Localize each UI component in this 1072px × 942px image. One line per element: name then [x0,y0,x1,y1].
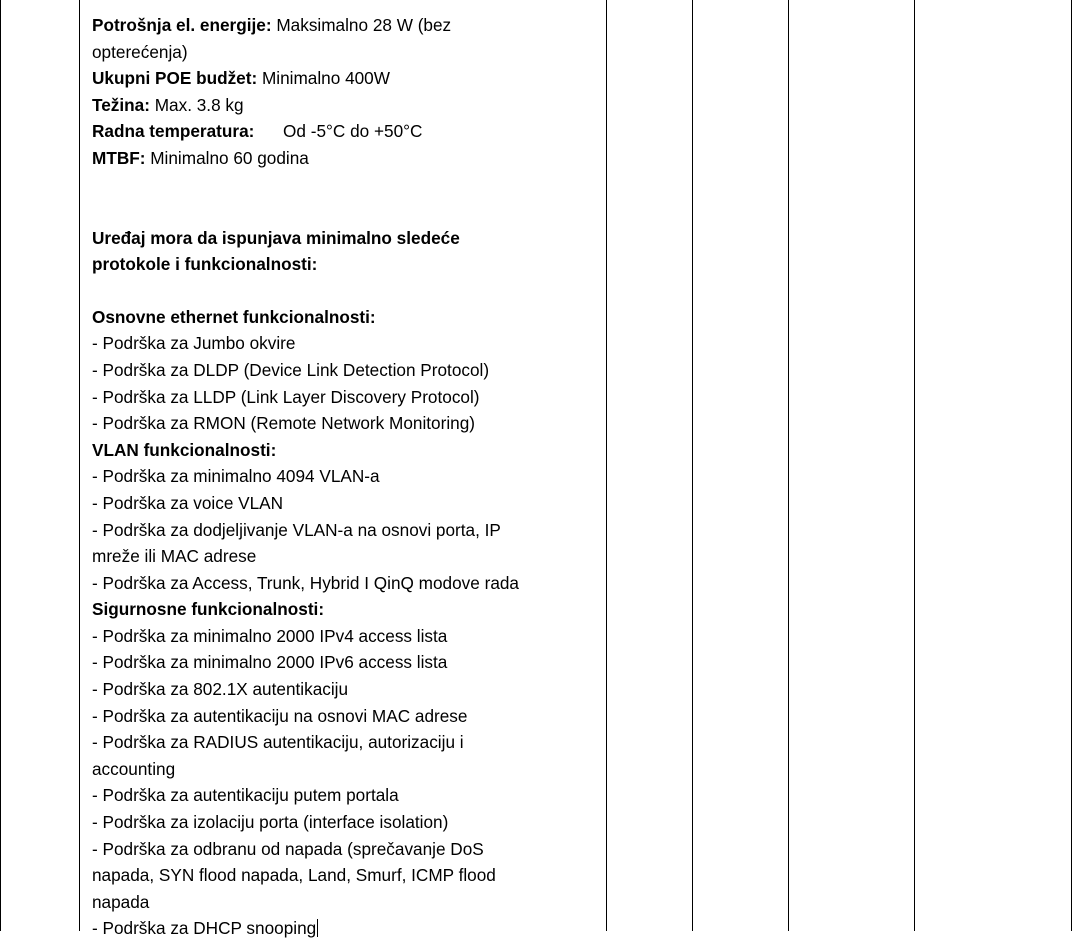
list-item: - Podrška za DHCP snooping [92,918,317,939]
weight-line [92,92,597,119]
list-item: - Podrška za minimalno 4094 VLAN-a [92,466,380,487]
security-heading: Sigurnosne funkcionalnosti: [92,599,325,620]
vlan-heading: VLAN funkcionalnosti: [92,439,277,460]
requirements-heading-1: Uređaj mora da ispunjava minimalno sledeće [92,227,460,248]
power-label: Potrošnja el. energije: [92,15,272,35]
poe-label: Ukupni POE budžet: [92,68,258,89]
list-item: - Podrška za RMON (Remote Network Monitoring) [92,413,476,434]
list-item: - Podrška za RADIUS autentikaciju, autorizaciju i [92,732,464,753]
list-item: - Podrška za izolaciju porta (interface isolation) [92,812,449,833]
temp-value: Od -5°C do +50°C [283,121,423,142]
requirements-heading-2: protokole i funkcionalnosti: [92,254,318,275]
table-column-4 [692,0,788,931]
power-line [92,12,597,39]
list-item: - Podrška za Access, Trunk, Hybrid I QinQ modove rada [92,572,519,593]
list-item: mreže ili MAC adrese [92,546,257,567]
poe-value: Minimalno 400W [261,68,390,89]
list-item: - Podrška za LLDP (Link Layer Discovery Protocol) [92,386,480,407]
weight-label: Težina: [92,94,150,115]
specification-cell[interactable] [92,12,597,942]
mtbf-line [92,145,597,172]
mtbf-label: MTBF: [92,147,146,168]
list-item: - Podrška za Jumbo okvire [92,333,296,354]
spacer [92,172,597,225]
table-column-number [0,0,79,931]
list-item: - Podrška za minimalno 2000 IPv4 access lista [92,625,448,646]
table-column-3 [606,0,692,931]
weight-value: Max. 3.8 kg [154,94,244,115]
power-value: Maksimalno 28 W (bez [276,15,452,35]
list-item: accounting [92,758,176,779]
mtbf-value: Minimalno 60 godina [150,147,309,168]
poe-line [92,65,597,92]
text-cursor [317,919,318,937]
power-line-cont: opterećenja) [92,41,188,62]
list-item: napada [92,891,150,912]
temp-label: Radna temperatura: [92,121,255,142]
spacer [92,278,597,304]
list-item: - Podrška za odbranu od napada (sprečavanje DoS [92,838,484,859]
list-item: - Podrška za DLDP (Device Link Detection Protocol) [92,359,490,380]
table-column-6 [914,0,1072,931]
list-item: - Podrška za voice VLAN [92,492,284,513]
list-item-with-cursor [92,915,597,942]
list-item: - Podrška za 802.1X autentikaciju [92,679,349,700]
list-item: - Podrška za minimalno 2000 IPv6 access lista [92,652,448,673]
ethernet-heading: Osnovne ethernet funkcionalnosti: [92,306,376,327]
list-item: napada, SYN flood napada, Land, Smurf, ICMP flood [92,865,496,886]
list-item: - Podrška za autentikaciju putem portala [92,785,399,806]
list-item: - Podrška za autentikaciju na osnovi MAC adrese [92,705,468,726]
list-item: - Podrška za dodjeljivanje VLAN-a na osnovi porta, IP [92,519,501,540]
temp-line [92,118,597,145]
table-column-5 [788,0,914,931]
